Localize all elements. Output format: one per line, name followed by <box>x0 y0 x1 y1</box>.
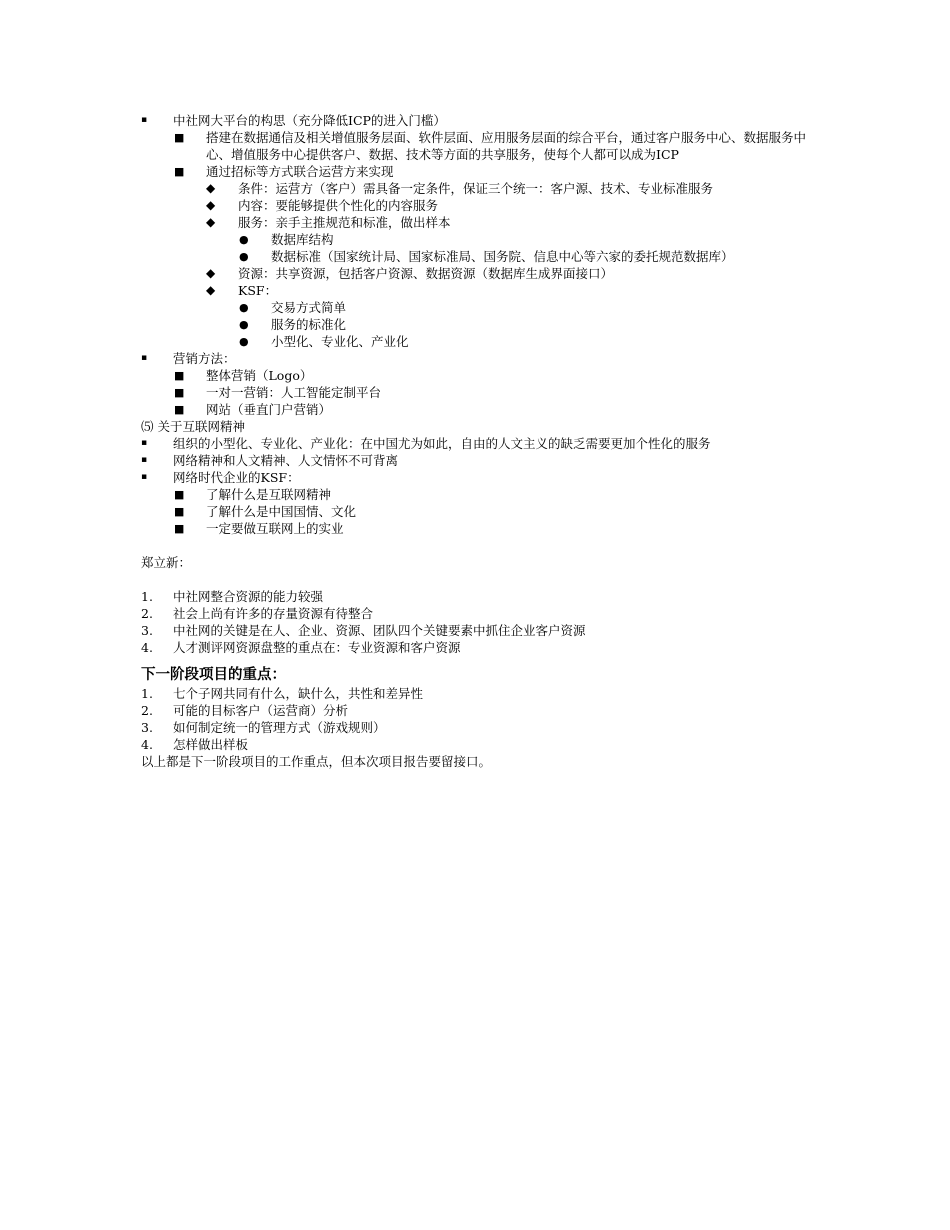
item-number: 1. <box>141 589 153 604</box>
numbered-item <box>141 588 821 605</box>
outline-item <box>141 350 821 367</box>
item-number: 4. <box>141 640 153 655</box>
outline-item <box>141 282 821 299</box>
outline-item <box>141 367 821 384</box>
bullet-icon: ◆ <box>206 266 216 280</box>
outline-item <box>141 112 821 129</box>
numbered-item <box>141 702 821 719</box>
bullet-icon: ■ <box>174 386 185 399</box>
outline-item-text: 组织的小型化、专业化、产业化：在中国尤为如此，自由的人文主义的缺乏需要更加个性化的服务 <box>173 436 711 451</box>
outline-item <box>141 503 821 520</box>
outline-item <box>141 333 821 350</box>
outline-item <box>141 180 821 197</box>
outline-item <box>141 452 821 469</box>
outline-item <box>141 248 821 265</box>
outline-item-text: 一定要做互联网上的实业 <box>206 521 344 536</box>
bullet-icon: ◆ <box>206 283 216 297</box>
bullet-icon: ■ <box>174 131 185 144</box>
item-number: 3. <box>141 623 153 638</box>
bullet-icon: ◆ <box>206 181 216 195</box>
numbered-item <box>141 639 821 656</box>
numbered-item-text: 中社网的关键是在人、企业、资源、团队四个关键要素中抓住企业客户资源 <box>173 623 586 638</box>
numbered-item <box>141 736 821 753</box>
item-number: 4. <box>141 737 153 752</box>
bullet-icon: ▪ <box>141 455 148 465</box>
outline-item <box>141 316 821 333</box>
item-number: 2. <box>141 703 153 718</box>
outline-item <box>141 265 821 282</box>
outline-item-text: 了解什么是中国国情、文化 <box>206 504 357 519</box>
bullet-icon: ◆ <box>206 215 216 229</box>
bullet-icon: ■ <box>174 403 185 416</box>
outline-item-text: 数据库结构 <box>271 232 334 247</box>
outline-item-text: 网络时代企业的KSF： <box>173 470 300 485</box>
outline-item <box>141 299 821 316</box>
outline-item-text: KSF： <box>238 283 278 298</box>
outline-item-text: 服务：亲手主推规范和标准，做出样本 <box>238 215 451 230</box>
bullet-icon: ■ <box>174 488 185 501</box>
outline-item-text: 交易方式简单 <box>271 300 347 315</box>
numbered-item-text: 中社网整合资源的能力较强 <box>173 589 324 604</box>
closing-text: 以上都是下一阶段项目的工作重点，但本次项目报告要留接口。 <box>141 754 492 769</box>
outline-item <box>141 129 821 163</box>
outline-item <box>141 214 821 231</box>
outline-item-text: 网站（垂直门户营销） <box>206 402 332 417</box>
bullet-icon: ■ <box>174 522 185 535</box>
outline-item <box>141 418 821 435</box>
numbered-item-text: 社会上尚有许多的存量资源有待整合 <box>173 606 374 621</box>
item-number: 3. <box>141 720 153 735</box>
document-body <box>141 112 821 770</box>
bullet-icon: ■ <box>174 505 185 518</box>
bullet-icon: ▪ <box>141 472 148 482</box>
outline-item-text: 内容：要能够提供个性化的内容服务 <box>238 198 439 213</box>
bullet-icon: ■ <box>174 165 185 178</box>
outline-item <box>141 384 821 401</box>
outline-item <box>141 401 821 418</box>
numbered-item <box>141 685 821 702</box>
item-number: 2. <box>141 606 153 621</box>
outline-item-text: 数据标准（国家统计局、国家标准局、国务院、信息中心等六家的委托规范数据库） <box>271 249 734 264</box>
numbered-item-text: 七个子网共同有什么，缺什么，共性和差异性 <box>173 686 424 701</box>
outline-item-text: 一对一营销：人工智能定制平台 <box>206 385 382 400</box>
spacer <box>141 537 821 554</box>
outline-item <box>141 435 821 452</box>
item-number: 1. <box>141 686 153 701</box>
outline-item-text: 通过招标等方式联合运营方来实现 <box>206 164 394 179</box>
outline-item <box>141 469 821 486</box>
next-stage-heading: 下一阶段项目的重点： <box>141 667 286 683</box>
next-stage-points-list <box>141 685 821 753</box>
bullet-icon: ▪ <box>141 115 148 125</box>
outline-item-text: 搭建在数据通信及相关增值服务层面、软件层面、应用服务层面的综合平台，通过客户服务中心、数据服务中心、增值服务中心提供客户、数据、技术等方面的共享服务，使每个人都可以成为ICP <box>206 130 807 162</box>
numbered-item <box>141 622 821 639</box>
outline-item-text: 营销方法： <box>173 351 236 366</box>
bullet-icon: ▪ <box>141 438 148 448</box>
bullet-icon: ● <box>239 301 249 314</box>
outline-item <box>141 520 821 537</box>
bullet-icon: ◆ <box>206 198 216 212</box>
bullet-icon: ● <box>239 318 249 331</box>
outline-item <box>141 231 821 248</box>
outline-item-text: 中社网大平台的构思（充分降低ICP的进入门槛） <box>173 113 446 128</box>
numbered-item-text: 人才测评网资源盘整的重点在：专业资源和客户资源 <box>173 640 461 655</box>
outline-item-text: 了解什么是互联网精神 <box>206 487 332 502</box>
numbered-item-text: 怎样做出样板 <box>173 737 249 752</box>
outline-item <box>141 163 821 180</box>
outline-item <box>141 486 821 503</box>
outline-item-text: 服务的标准化 <box>271 317 347 332</box>
speaker-name: 郑立新： <box>141 555 192 570</box>
bullet-icon: ● <box>239 335 249 348</box>
speaker-points-list <box>141 588 821 656</box>
outline-list <box>141 112 821 537</box>
bullet-icon: ▪ <box>141 353 148 363</box>
bullet-icon: ● <box>239 250 249 263</box>
numbered-item-text: 可能的目标客户（运营商）分析 <box>173 703 349 718</box>
spacer <box>141 571 821 588</box>
outline-item-text: 资源：共享资源，包括客户资源、数据资源（数据库生成界面接口） <box>238 266 614 281</box>
numbered-item <box>141 719 821 736</box>
numbered-item <box>141 605 821 622</box>
numbered-item-text: 如何制定统一的管理方式（游戏规则） <box>173 720 386 735</box>
outline-item-text: 网络精神和人文精神、人文情怀不可背离 <box>173 453 399 468</box>
bullet-icon: ● <box>239 233 249 246</box>
outline-item <box>141 197 821 214</box>
outline-item-text: 条件：运营方（客户）需具备一定条件，保证三个统一：客户源、技术、专业标准服务 <box>238 181 714 196</box>
bullet-icon: ■ <box>174 369 185 382</box>
outline-item-text: 整体营销（Logo） <box>206 368 313 383</box>
outline-item-text: ⑸ 关于互联网精神 <box>141 419 245 434</box>
outline-item-text: 小型化、专业化、产业化 <box>271 334 409 349</box>
